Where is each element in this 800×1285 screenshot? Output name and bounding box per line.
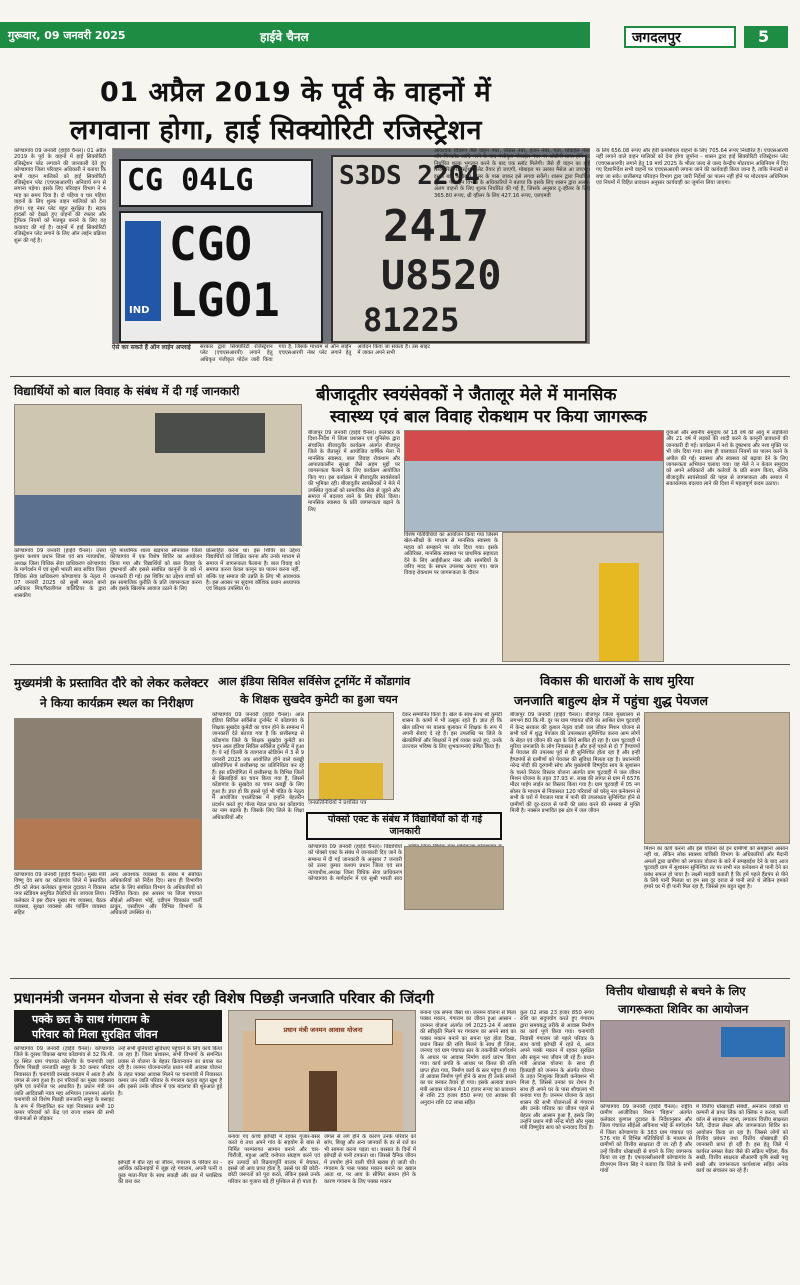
fraud-camp-photo [600, 1020, 790, 1102]
fraud-headline-line2: जागरूकता शिविर का आयोजन [618, 1002, 749, 1016]
stadium-ground [15, 819, 201, 869]
pm-janman-subhead-line1: पक्के छत के साथ गंगाराम के [32, 1013, 150, 1026]
pm-janman-col2: उन्हें सभी बुनियादी सुविधाएं पहुंचाने के लिए कार्य किया जा रहा है। जिला प्रशासन, सभी विभागों के समन्वित प्रयास से योजना के बेहतर क्रियान्वयन का प्रयास कर रही है। जनमन योजनान्तर्गत प्रधान मंत्री आवास योजना के तहत पक्का आवास मिलने पर चनागांवी में निवासरत कमार जन जाति परिवार के गंगाराम कहता बहुत खुश है और इससे उनके जीवन में एक बदलाव की शुरुआत हुई है। [118, 1046, 222, 1097]
fair-tent [405, 431, 663, 461]
bijapur-fair-crowd-photo [404, 430, 664, 532]
plate-text-4: S3DS 2204 [339, 161, 480, 191]
pm-janman-col4: जंगल से लगे होने के कारण उनके परिवार को सांप, बिच्छू और अन्य जानवरों के डर से रातें का भी सामना करना पड़ता था। बरसात के दिनों में झोपड़ी से पानी टपकता था। जिससे दैनिक जीवन में उपयोग होने वाली चीजें खराब हो जाती थी। गंगाराम के पास पक्का मकान बनाने का ख्याल आता था, पर आय के सीमित साधन होने के कारण गंगाराम के लिए पक्का मकान [324, 1134, 416, 1185]
classroom-students [15, 495, 301, 545]
volunteer-yellow-dress [599, 563, 639, 661]
camp-banner [721, 1027, 785, 1057]
page-header [0, 0, 800, 54]
water-tap-photo [644, 712, 790, 844]
fraud-col1: कोण्डागांव 09 जनवरी (हाईवे चैनल)। राष्ट्रीय ग्रामीण आजीविका मिशन 'बिहान' अंतर्गत कलेक्टर कुणाल दुदावत के निर्देशानुसार और जिला पंचायत सीईओ अविनाश भोई के मार्गदर्शन में जिला कोण्डागांव के 383 ग्राम पंचायत एवं 576 गांव में विभिन्न गतिविधियों के माध्यम से ग्रामीणों को वित्तीय साक्षरता दी जा रही है और उन्हें वित्तीय धोखाधड़ी से बचने के लिए जागरूक किया जा रहा है। एफएलसीआरपी कोण्डागांव के डीएमएम विनय सिंह ने बताया कि जिले के सभी गांवों [600, 1104, 692, 1175]
divider-3 [10, 978, 790, 979]
pm-janman-col1: कोण्डागांव 09 जनवरी (हाईवे चैनल)। कोण्डागांव जिले के दूरस्थ विकास खण्ड कोंडागांव से 32 कि.मी. दूर स्थित ग्राम पंचायत कोरगाँव के चनागांवी जहां विशेष पिछड़ी जनजाति समूह के 30 कमार परिवार निवासरत हैं। चनागांवी वनखंड वनग्राम में आता है और जंगल से लगा हुआ है। इन परिवारों का मुख्य व्यवसाय कृषि एवं वनोपज पर आधारित है। प्रधान मंत्री जन जाति आदिवासी न्याय महा अभियान (जनमन) अंतर्गत चनागांवी को विशेष पिछड़ी जनजाति समूह के बसाहट के रूप में चिन्हांकित कर यहां निवासरत सभी 10 कमार परिवारों को केंद्र एवं राज्य शासन की सभी योजनाओं से जोड़कर [14, 1046, 114, 1123]
child-marriage-col3: प्रोत्साहित करना था। इस शिविर का उद्देश्य विद्यार्थियों को शिक्षित करना और उनके माध्यम से समाज में जागरूकता फैलाना है। बाल विवाह को समाप्त करना केवल कानून का पालन करना नहीं, बल्कि यह समाज की उन्नति के लिए भी आवश्यक है। इस अवसर पर सुदामा कौशिक प्रधान अध्यापक एवं शिक्षक उपस्थित थे। [206, 548, 300, 593]
bijapur-fair-col2: विशेष गतिविधियों का आयोजन किया गया जिसमें खेल-सीखो के माध्यम से मानसिक स्वास्थ्य के महत्व को समझाने पर जोर दिया गया। इसके अतिरिक्त, मानसिक स्वास्थ्य पर प्राथमिक सहायता देने के लिए आईबीआर नंबर और सामग्रियों के जरिए मदद के साधन उपलब्ध कराए गए। बाल विवाह रोकथाम पर जागरूकता के दौरान [404, 532, 498, 577]
pm-janman-col3: बनाया गए कच्चे झोपड़ी में रहकर गुजार-बसर करते थे तथा अपने गांव के सहयोग से बांस से निर्मित परम्परागत सामान बनाने और चार-चिरौंजी, महुआ आदि वनोपज संग्रहण करने एवं इन उत्पादों को विक्रयापूर्ति बाजार में बेचकर, इससे जो आय प्राप्त होता है, उससे घर की छोटी-छोटी जरूरतों को पूरा करते, लेकिन इससे उनके परिवार का गुजारा बड़े ही मुश्किल से हो पाता है। [228, 1134, 320, 1185]
water-headline-line2: जनजाति बाहुल्य क्षेत्र में पहुंचा शुद्ध पेयजल [514, 693, 709, 708]
pocso-body: कोण्डागांव 09 जनवरी (हाईवे चैनल)। विद्यार्थियों को पोक्सो एक्ट के संबंध में जानकारी दिए जाने के सम्बन्ध में दी गई जानकारी के अनुसार 7 जनवरी को उत्तरा कुमार कश्यप प्रधान जिला एवं सत्र न्यायाधीश,अध्यक्ष जिला विधिक सेवा प्राधिकरण कोण्डागांव के मार्गदर्शन में एवं सुश्री भारती साव [308, 844, 402, 883]
plate-text-1: CG 04LG [127, 163, 254, 198]
child-marriage-col2: पूर्व माध्यमिक शाला खड़पारा सोनाबाल जिला कोण्डागांव में एक विशेष शिविर का आयोजन किया गया और विद्यार्थियों को बाल विवाह के दुष्प्रभावों और इससे संबंधित कानूनों के बारे में जानकारी दी गई। इस शिविर का उद्देश्य बच्चों को इस सामाजिक कुरीति के प्रति जागरूकता करना और इसके खिलाफ आवाज उठाने के लिए [110, 548, 202, 593]
cm-visit-stadium-photo [14, 718, 202, 870]
divider-2 [10, 664, 790, 665]
classroom-board [155, 413, 265, 453]
tournament-col1: कोण्डागांव 09 जनवरी (हाईवे चैनल)। आल इंडिया सिविल सर्विसेज टूर्नामेंट में कोंडागांव के शिक्षक सुखदेव कुमेटी का चयन होने के सम्बन्ध में जानकारी देते बताया गया है कि छत्तीसगढ़ से कोंडागांव जिले के शिक्षक सुखदेव कुमेटी का चयन आल इंडिया सिविल सर्विसेज टूर्नामेंट में हुआ है। ये नई दिल्ली के त्यागराज स्टेडियम में 3 से 9 जनवरी 2025 तक आयोजित होने वाले कबड्डी प्रतियोगिता में छत्तीसगढ़ का प्रतिनिधित्व कर रहे हैं। इस प्रतियोगिता में छत्तीसगढ़ के विभिन्न जिलों से खिलाड़ियों का चयन किया गया है, जिसमें कोंडागांव के सुखदेव का चयन कबड्डी के लिए हुआ है। ज्ञात हो कि इससे पूर्व भी पंडित के नेतृत्व में आयोजित एथलेटिक्स में इन्होंने बेहतरीन प्रदर्शन करते हुए गोल्ड मेडल प्राप्त कर कोंडागांव का नाम बढ़ाया है। जिसके लिए जिले के शिक्षा अधिकारियों और [212, 712, 304, 821]
house-door [309, 1071, 337, 1131]
teacher-shirt [319, 763, 383, 799]
plate-text-2: CGO [169, 217, 253, 271]
plate-text-5: 2417 [383, 201, 489, 252]
tournament-headline-line2: के शिक्षक सुखदेव कुमेटी का हुआ चयन [240, 693, 398, 706]
cm-visit-headline-line1: मुख्यमंत्री के प्रस्तावित दौरे को लेकर कलेक्टर [14, 676, 209, 690]
header-date: गुरूवार, 09 जनवरी 2025 [8, 29, 126, 42]
fraud-col2: में वित्तीय धोखाधड़ी संबंधी, अनजान व्यक्ति या कम्पनी से प्राप्त लिंक को क्लिक न करना, फर्जी कॉल से सावधान रहना, लगातार वित्तीय साक्षरता रैली, दीवाल लेखन और जागरूकता शिविर का आयोजन किया जा रहा है। जिससे लोगों को वित्तीय प्रबंधन तथा वित्तीय धोखाधड़ी की जानकारी प्राप्त हो रही है। इस हेतु जिले में कार्यरत समस्त केडर जैसे की सक्रिय महिला, बैंक सखी, वित्तीय साक्षरता सीआरपी कृषि सखी पशु सखी और जागरूकता कार्यशाला सहित अनेक कार्य का संचालन कर रहे हैं। [696, 1104, 788, 1175]
cm-visit-col1: कोण्डागांव 09 जनवरी (हाईवे चैनल)। मुख्य मंत्री विष्णु देव साय का कोंडागांव जिले में प्रस्तावित दौरे को लेकर कलेक्टर कुणाल दुदावत ने विकास नगर स्टेडियम समुचित तैयारियों का जायजा लिया। कलेक्टर ने इस दौरान मुख्य मंच व्यवस्था, बैठक व्यवस्था, सुरक्षा व्यवस्था और पार्किंग व्यवस्था सहित [14, 872, 106, 917]
bijapur-fair-col3: युवाओं और स्थानीय समुदाय को 18 वर्ष की आयु में लड़कियों और 21 वर्ष में लड़कों की शादी करने के कानूनी प्रावधानों की जानकारी दी गई। कार्यक्रम में नशे के दुष्प्रभाव और नशा मुक्ति पर भी जोर दिया गया। साथ ही वालाघात नियमों का पालन करने के अपील की गई। स्वास्थ्य और स्वास्थ्य को बढ़ावा देने के लिए जागरूकता अभियान चलाया गया। यह मेले ने न केवल समुदाय को अपने अधिकारों और कर्तव्यों के प्रति सजग किया, बल्कि बीजादूतीर स्वयंसेवकों की पहल से जागरूकता और समाज में सकारात्मक बदलाव लाने की दिशा में महत्वपूर्ण कदम उठाया। [666, 430, 788, 488]
header-paper-name: हाईवे चैनल [260, 30, 309, 44]
tournament-headline-line1: आल इंडिया सिविल सर्विसेज टूर्नामेंट में कोंडागांव [218, 675, 411, 688]
cm-visit-headline-line2: ने किया कार्यक्रम स्थल का निरीक्षण [40, 696, 194, 710]
header-city: जगदलपुर [632, 30, 681, 46]
water-col2: मिशन का कार्य करना और इस योजना को इन ग्रामीणों को समझाना आसान नहीं था, लेकिन लोक स्वास्थ्य यांत्रिकी विभाग के अधिकारियों और मैदानी अमलों द्वारा ग्रामीण को लगातार योजना के बारे में समझाईश देने के बाद आज चुटवाही ग्राम में सुशासन सुनिश्चित तर पर सभी नल कनेक्शन से पानी देने का प्रबंध सफल हो पाया है। लक्ष्मी माड़वी बताती है कि हमें पहले हैंडपंप से पीने के लिये पानी मिलता था हम सब दूर दराज से पानी लाते थे लेकिन हमको हमारे घर में ही पानी मिल रहा है, जिससे हम बहुत खुश है। [644, 846, 788, 891]
hsrp-headline-line1: 01 अप्रैल 2019 के पूर्व के वाहनों में [100, 77, 492, 108]
child-marriage-classroom-photo [14, 404, 302, 546]
pm-janman-subhead-line2: परिवार को मिला सुरक्षित जीवन [32, 1028, 158, 1041]
pm-janman-house-photo [228, 1010, 416, 1132]
water-col1: बीजापुर 09 जनवरी (हाईवे चैनल)। बीजापुर जिला मुख्यालय से लगभग 80 कि.मी. दूर पर ग्राम पंचायत धौरी का आश्रित ग्राम चुटवाही में केन्द्र सरकार की कुशल नेतृत्व वाली जल जीवन मिशन योजना से सभी घरों में शुद्ध पेयजल की उपलब्धता सुनिश्चित करना आम लोगों के सेहत एवं जीवन की रक्षा के लिये साबित हो रहा है। ग्राम चुटवाही में मुरिया जनजाति के लोग निवासरत है और इन्हें पहले से दो 7 हैण्डपंपों से पेयजल की उपलब्ध पूर्व से ही सुनिश्चित होता रहा है और इन्हीं हैण्डपंपों से ग्रामीणों को पेयजल की सुविधा मिलता रहा है। प्रधानमंत्री नरेन्द्र मोदी की दूरगामी सोच और मुख्यमंत्री विष्णुदेव साय के सुशासन के चलते निरंतर विस्तार योजना अंतर्गत ग्राम चुटवाही में जल जीवन मिशन योजना के तहत 37.93 रू. लाख की लागत से ग्राम में 6576 मीटर पाईप लाईन का विस्तार किया गया है। ग्राम चुटवाही में 05 नग सोलर के माध्यम से निवासरत 120 परिवारों को घरेलू नल कनेक्शन से सभी के घरों में पेयजल मात्रा में पानी की उपलब्धता सुनिश्चित होने से ग्रामीणों की दूर-दराज से पानी की प्रबंध करने की समस्या से मुक्ति मिली है। नक्सल प्रभावित इस क्षेत्र में जल जीवन [510, 712, 640, 815]
water-headline-line1: विकास की धाराओं के साथ मुरिया [540, 673, 694, 688]
header-page-number: 5 [758, 27, 770, 46]
tournament-photo-caption: जनप्रतिनिधियों ने प्रशंसित पत्र [308, 800, 367, 806]
child-marriage-col1: कोण्डागांव 09 जनवरी (हाईवे चैनल)। उत्तरा कुमार कश्यप प्रधान जिला एवं सत्र न्यायाधीश, अध्यक्ष जिला विधिक सेवा प्राधिकरण कोण्डागांव के मार्गदर्शन में एवं सुश्री भारती साव सचिव जिला विधिक सेवा प्राधिकरण कोण्डागांव के नेतृत्व में 07 जनवरी 2025 को सुश्री ममता बानो अधिकार मित्र/पैरालीगल वालिंटियर के द्वारा शासकीय [14, 548, 106, 599]
hsrp-body-col1: कोण्डागांव 09 जनवरी (हाईवे चैनल)। 01 अप्रैल 2019 के पूर्व के वाहनों में हाई सिक्योरिटी रजिस्ट्रेशन प्लेट लगवाने की जानकारी देते हुए कोण्डागांव जिला परिवहन अधिकारी ने बताया कि सभी वाहन मालिकों को हाई सिक्योरिटी रजिस्ट्रेशन प्लेट (एचएसआरपी) अनिवार्य रूप से लगाना पड़ेगा। इसके लिए परिवहन विभाग ने 4 माह का समय दिया है। दो पहिया व चार पहिया वाहनों के लिए शुल्क वाहन मालिकों को देना होगा। यह नंबर प्लेट बहुत सुरक्षित है। सड़क हादसों को देखते हुए वाहनों की रफ्तार और ट्रैफिक नियमों को मजबूत बनाने के लिए यह कवायद की गई है। वाहनों में हाई सिक्योरिटी रजिस्ट्रेशन प्लेट लगाने के लिए ऑन लाईन प्रक्रिया शुरू की गई है। [14, 148, 106, 244]
hsrp-body-col3: आवश्यक विवरण जैसे वाहन नंबर, चेसिस नंबर, इंजन नंबर, पता, मोबाईल नंबर और पिनकोड आदि भरने के बाद पंजीकृत मोबाईल नंबर पर ओटीपी प्राप्त होने पर निर्धारित शुल्क भुगतान करने के बाद एक स्लॉट मिलेगी। जैसे ही वाहन का हाई सिक्योरिटी रजिस्ट्रेशन प्लेट तैयार हो जाएगी, मोबाइल पर उसका मैसेज आ जाएगा। इसके बाद अधिकृत डीलर के पास जाकर इसे लगवा सकेंगे। शासन द्वारा निर्धारित शुल्क - परिवहन विभाग के अधिकारियों ने बताया कि इसके लिए शासन द्वारा अलग-अलग वाहनों के लिए शुल्क निर्धारित की गई है, जिसके अनुसार टू-व्हीलर के लिए 365.80 रूपए, थ्री व्हीलर के लिए 427.16 रूपए, एलएमवी [434, 148, 590, 199]
pm-janman-col2b: झोपड़ी में बीत रहा था जीवन, गंगाराम के परिवार का - आर्थिक कठिनाइयों में जूझ रहे गंगाराम, अपनी पत्नी व कुछ माता-पिता के साथ लकड़ी और छत में प्लास्टिक की छत्त कर [118, 1160, 222, 1186]
divider-1 [10, 376, 790, 377]
pm-janman-col6: कुल 02 लाख 23 हजार 850 रूपए राशि का सदुपयोग करते हुए गंगाराम द्वारा समयबद्ध तरीके से आवास निर्माण का कार्य पूर्ण किया गया। चनागांवी निवासी गंगाराम जो पहले परिवार के साथ कच्चे झोपड़ी में रहते थे, आज अपने पक्के मकान में रहकर सुरक्षित और सकून भरा जीवन जी रहे हैं। प्रधान मंत्री आवास योजना के साथ ही हितग्राही को जनमन के अंतर्गत योजना के तहत निःशुल्क बिजली कनेक्शन भी मिला है, जिससे उनका घर रोशन है। साथ ही अपने घर के पास शौचालय भी बनाया गया है। जनमन योजना के तहत शासन की सभी योजनाओं से गंगाराम और उनके परिवार का जीवन पहले से बेहतर और आसान हुआ है, इसके लिए उन्होंने प्रधान मंत्री नरेन्द्र मोदी और मुख्य मंत्री विष्णुदेव साय को धन्यवाद दिया है। [520, 1010, 594, 1132]
plate-text-3: LGO1 [169, 273, 280, 327]
plate-text-6: U8520 [381, 253, 502, 299]
fraud-headline-line1: वित्तीय धोखाधड़ी से बचने के लिए [606, 984, 746, 998]
cm-visit-col2: अन्य आवश्यक व्यवस्था के संबंध में संबंधित अधिकारियों को निर्देश दिए। साथ ही विभागीय स्टॉल के लिए संबंधित विभाग के अधिकारियों को निर्देशित किया। इस अवसर पर जिला पंचायत सीईओ अविनाश भोई, एडीएम चित्रकांत चार्ली ठाकुर, एसडीएम और विभिन्न विभागों के अधिकारी उपस्थित थे। [110, 872, 202, 917]
hsrp-photo-caption: ऐसे कर सकते हैं ऑन लाईन अप्लाई [112, 344, 191, 351]
pocso-students-photo [404, 846, 504, 910]
house-sign-text: प्रधान मंत्री जनमन आवास योजना [283, 1026, 363, 1034]
bijapur-fair-headline-line1: बीजादूतीर स्वयंसेवकों ने जैतालूर मेले में मानसिक [316, 385, 617, 405]
tournament-col2: देकर सम्मानित किया है। खेल के साथ-साथ श्री कुमेटी शासन के कामों में भी उत्सुक रहते हैं। ज्ञात हो कि खेल प्रतिभा पर बालक बुलाकर में शिक्षक के रूप में अपनी सेवाएं दे रहे हैं। इस उपलब्धि पर जिले के खेलप्रेमियों और शिक्षकों ने हर्ष व्यक्त करते हुए, उनके उज्ज्वल भविष्य के लिए शुभकामनाएं प्रेषित किया है। [402, 712, 502, 751]
tournament-teacher-photo [308, 712, 394, 800]
hsrp-headline-line2: लगवाना होगा, हाई सिक्योरिटी रजिस्ट्रेशन [70, 115, 482, 146]
pm-janman-col5: बनाना एक सपना जैसा था। जनमन योजना से मिला पक्का मकान, गंगाराम का जीवन हुआ आसान - जनमन योजना अंतर्गत वर्ष 2023-24 में आवास की स्वीकृति मिलने पर गंगाराम का अपने स्वयं का पक्का मकान बनाने का सपना पूरा होता दिखा, प्रधान किस्त की राशि मिलने के साथ ही जिला, जनपद एवं ग्राम पंचायत स्तर के तकनीकी मार्गदर्शन के आधार पर आवास निर्माण कार्य प्रारंभ किया गया। कार्य प्रगति के आधार पर किश्त की राशि प्राप्त होता गया, निर्माण कार्य के स्तर पहुंचा ही गया तो आवास निर्माण पूर्ण होने के साथ ही उनके सपनों का घर बनकर तैयार हो गया। इसके अलावा प्रधान मंत्री आवास योजना में 10 हजार रूपए का प्रावधान से राशि 23 हजार 850 रूपए एवं आवास की अनुदान राशि 02 लाख सहित [420, 1010, 516, 1106]
pm-janman-headline: प्रधानमंत्री जनमन योजना से संवर रही विशेष पिछड़ी जनजाति परिवार की जिंदगी [14, 991, 434, 1007]
child-marriage-headline: विद्यार्थियों को बाल विवाह के संबंध में दी गई जानकारी [14, 384, 240, 398]
bijapur-fair-headline-line2: स्वास्थ्य एवं बाल विवाह रोकथाम पर किया जागरूक [330, 407, 647, 427]
bijapur-fair-col1: बीजापुर 09 जनवरी (हाईवे चैनल)। कलेक्टर के दिशा-निर्देश में जिला प्रशासन एवं यूनिसेफ द्वारा संचालित बीजादूतीर कार्यक्रम अंतर्गत बीजापुर जिले के जैतालूर में आयोजित वार्षिक मेला में मानसिक स्वास्थ्य, बाल विवाह रोकथाम और आपातकालीन सुरक्षा जैसे अहम मुद्दों पर जागरूकता फैलाने के लिए कार्यक्रम आयोजित किए गए। इस कार्यक्रम में बीजादूतीर स्वयंसेवकों की भूमिका रही। बीजादूतीर स्वयंसेवकों ने मेले में उपस्थित युवाओं को सामाजिक सेवा से जुड़ने और समाज में बदलाव लाने के लिए प्रेरित किया। मानसिक स्वास्थ्य के प्रति जागरूकता बढ़ाने के लिए [308, 430, 400, 513]
plate-badge-text: IND [129, 305, 150, 316]
hsrp-body-col2: सरकार द्वारा सिक्योरिटी रजिस्ट्रेशन प्लेट (एचएसआरपी) लगाने हेतु अधिकृत पंजीकृत पोर्टल जारी किया गया है, जिसके माध्यम से ऑन लाईन एचएसआरपी नंबर प्लेट लगाने हेतु आवेदन किया जा सकता है। उस साइट में जाकर अपने सभी [200, 344, 430, 363]
hsrp-body-col4: के लिए 656.08 रूपए और हेवी कमर्शियल वाहनों के लिए 705.64 रूपए निर्धारित है। एचएसआरपी नहीं लगाने वाले वाहन मालिकों को देना होगा जुर्माना - शासन द्वारा हाई सिक्योरिटी रजिस्ट्रेशन प्लेट (एचएसआरपी) लगाने हेतु 19 मार्च 2025 के भीतर जल्द से जल्द केन्द्रीय मोटरयान अधिनियम में दिए गए दिशानिर्देश सभी वाहनों पर एचएसआरपी लगाना जाने की कार्यवाही किया जाना है, ताकि पेनाल्टी से बचा जा सके। छत्तीसगढ़ परिवहन विभाग द्वारा जारी निर्देशों का पालन नहीं होने पर मोटरयान अधिनियम एवं नियमों में विहित प्रावधान अनुसार कार्यवाही का जुर्माना लिया जाएगा। [596, 148, 788, 187]
pocso-headline: पोक्सो एक्ट के संबंध में विद्यार्थियों को दी गई जानकारी [327, 814, 483, 837]
plate-text-7: 81225 [363, 301, 460, 339]
bijapur-fair-volunteer-photo [502, 532, 664, 662]
